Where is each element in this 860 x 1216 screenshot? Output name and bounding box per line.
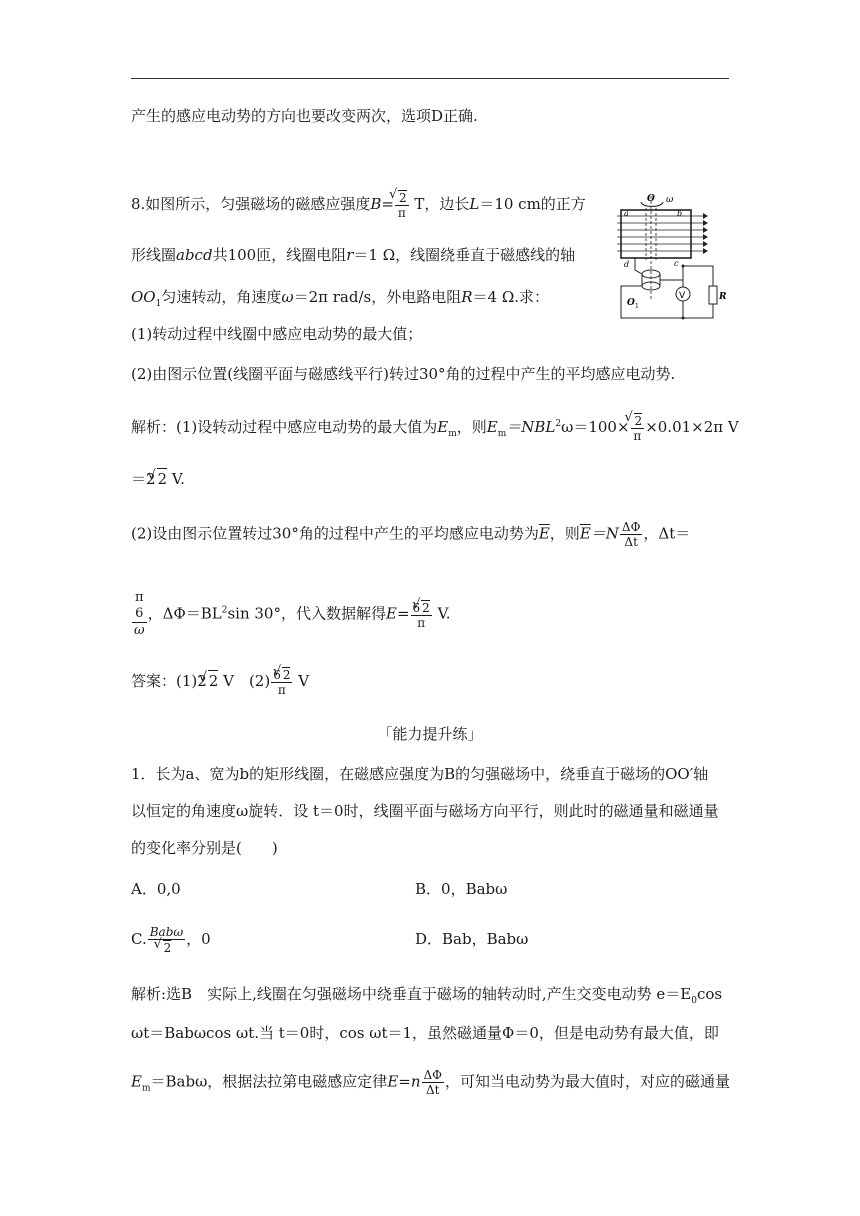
var-omega: ω — [281, 288, 294, 306]
solution-text: ，Δt＝ — [643, 524, 691, 543]
label-b: b — [677, 209, 683, 218]
fraction-6sqrt2-over-pi — [411, 600, 432, 630]
solution-text: ×0.01×2π V — [645, 418, 739, 436]
subscript: m — [448, 429, 457, 439]
q1-option-b: B．0，Babω — [415, 880, 508, 898]
sqrt-2: √ 2 — [398, 190, 407, 205]
solution-text: ＝2 — [131, 470, 156, 488]
pi: π — [277, 683, 286, 697]
resistor-icon — [709, 286, 717, 304]
equals: = — [381, 195, 394, 213]
arrowheads — [703, 213, 708, 254]
unit-T: T，边长 — [409, 195, 470, 213]
omega: ω — [134, 623, 145, 638]
q8-text: ＝1 Ω，线圈绕垂直于磁感线的轴 — [353, 246, 576, 264]
q1-option-a: A．0,0 — [131, 880, 181, 898]
fraction-babw-over-sqrt2 — [148, 925, 185, 955]
solution-text: 解析:选B 实际上,线圈在匀强磁场中绕垂直于磁场的轴转动时,产生交变电动势 e＝E — [131, 985, 692, 1003]
q1-solution-3 — [131, 1068, 730, 1099]
answer-text: V — [293, 672, 310, 690]
delta-t: Δt — [624, 535, 638, 549]
var-E: E — [387, 1072, 399, 1091]
q1-solution-2: ωt＝Babωcos ωt.当 t＝0时，cos ωt＝1，虽然磁通量Φ＝0，但是电动势有最大值，即 — [131, 1024, 719, 1042]
fraction-dphi-dt — [620, 520, 643, 549]
solution-text: ，ΔΦ＝BL — [147, 604, 222, 623]
pi: π — [135, 590, 144, 605]
fraction-dphi-dt — [422, 1068, 445, 1097]
equals: = — [396, 604, 410, 623]
pi: π — [417, 615, 426, 630]
label-V: V — [679, 291, 686, 301]
q8-text: 匀速转动，角速度 — [161, 288, 282, 306]
q8-line3 — [131, 287, 549, 314]
q8-solution-2 — [131, 520, 690, 549]
solution-text: ，则 — [549, 524, 580, 543]
var-R: R — [461, 288, 473, 306]
var-E: E — [385, 604, 397, 623]
coil-circuit-figure — [613, 190, 726, 320]
solution-text: ，可知当电动势为最大值时，对应的磁通量 — [445, 1072, 731, 1091]
q8-line2 — [131, 245, 575, 265]
section-title: 「能力提升练」 — [377, 725, 483, 743]
q1-solution-1 — [131, 984, 722, 1011]
babw: Babω — [149, 925, 184, 939]
var-E-bar: $\overline{E}$ — [579, 524, 591, 543]
paragraph-continuation: 产生的感应电动势的方向也要改变两次，选项D正确. — [131, 107, 478, 125]
pi: π — [633, 429, 642, 443]
q8-text: 共100匝，线圈电阻 — [212, 246, 347, 264]
fraction-sqrt2-over-pi — [631, 413, 645, 443]
label-O1: O — [627, 298, 635, 308]
solution-text: V. — [167, 470, 185, 488]
field-lines — [617, 216, 703, 251]
answer-text: V (2) — [218, 672, 271, 690]
q8-text: 形线圈 — [131, 246, 177, 264]
solution-text: ，则 — [456, 418, 487, 436]
option-text: ，0 — [186, 930, 211, 948]
sqrt-2: √ 2 — [421, 600, 430, 615]
q8-solution-1b — [131, 468, 185, 489]
subscript: 0 — [691, 996, 697, 1006]
solution-text: cos — [696, 985, 723, 1003]
q1-option-c — [131, 925, 211, 955]
subscript: m — [141, 1083, 151, 1094]
q8-line1 — [131, 190, 586, 220]
q8-text: ＝4 Ω.求： — [472, 288, 550, 306]
header-rule — [131, 78, 729, 79]
q1-line3: 的变化率分别是( ) — [131, 839, 278, 857]
label-c: c — [674, 259, 679, 268]
label-a: a — [624, 209, 629, 218]
fraction-sqrt2-over-pi — [395, 190, 409, 220]
sqrt-2: √ 2 — [282, 667, 291, 682]
sqrt-2: √ 2 — [634, 413, 643, 428]
q1-line1: 1．长为a、宽为b的矩形线圈，在磁感应强度为B的匀强磁场中，绕垂直于磁场的OO′轴 — [131, 765, 709, 783]
var-B: B — [370, 195, 382, 213]
solution-text: ＝N — [590, 524, 619, 543]
delta-phi: ΔΦ — [621, 520, 641, 534]
subscript: m — [497, 429, 507, 439]
solution-text: V. — [432, 604, 451, 623]
label-d: d — [624, 260, 630, 269]
solution-text: (2)设由图示位置转过30°角的过程中产生的平均感应电动势为 — [131, 524, 539, 543]
subscript: 1 — [155, 299, 162, 309]
var-E: E — [486, 418, 498, 436]
fraction-pi6-over-omega — [132, 590, 147, 639]
six: 6 — [412, 600, 421, 615]
sqrt-2: √ 2 — [163, 940, 172, 955]
var-E-bar: $\overline{E}$ — [538, 524, 550, 543]
delta-phi: ΔΦ — [423, 1068, 443, 1082]
outer-circuit — [621, 266, 713, 318]
solution-text: ω＝100× — [561, 418, 630, 436]
label-omega: ω — [666, 195, 674, 205]
q8-solution-1: 解析：(1)设转动过程中感应电动势的最大值为$E_m$，则$E_m=NBL^2\omega=100\times$ √ $\frac{2}{\pi}$ ×0.01×2π V — [131, 413, 739, 444]
fraction-6sqrt2-over-pi — [271, 667, 292, 697]
six: 6 — [132, 606, 147, 623]
q8-sub1: (1)转动过程中线圈中感应电动势的最大值； — [131, 325, 423, 343]
solution-text: 解析：(1)设转动过程中感应电动势的最大值为 — [131, 418, 438, 436]
q1-line2: 以恒定的角速度ω旋转．设 t＝0时，线圈平面与磁场方向平行，则此时的磁通量和磁通量 — [131, 802, 719, 820]
option-label: C. — [131, 930, 147, 948]
q8-text-b: ＝10 cm的正方 — [479, 195, 586, 213]
q8-text: ＝2π rad/s，外电路电阻 — [293, 288, 462, 306]
label-O: O — [647, 194, 655, 204]
sqrt-2: √ 2 — [157, 468, 168, 489]
answer-text: 答案：(1)2 — [131, 672, 207, 690]
sqrt-2: √ 2 — [208, 670, 219, 691]
solution-text: ＝NBL — [506, 418, 556, 436]
label-O1-sub: 1 — [635, 303, 639, 310]
q8-solution-3: π 6 ω ，$\Delta\Phi=BL^2\sin$ 30°，代入数据解得E= $\frac{6 √ 2}{\pi}$ V. — [131, 590, 451, 639]
var-r: r — [346, 246, 354, 264]
q8-text: 8.如图所示，匀强磁场的磁感应强度 — [131, 195, 371, 213]
var-L: L — [469, 195, 480, 213]
pi: π — [397, 206, 406, 220]
solution-text: ＝Babω，根据法拉第电磁感应定律 — [150, 1072, 388, 1091]
solution-text: sin 30°，代入数据解得 — [227, 604, 386, 623]
delta-t: Δt — [426, 1083, 440, 1097]
six: 6 — [273, 668, 281, 682]
var-E: E — [131, 1072, 142, 1091]
equals-n: =n — [398, 1072, 421, 1091]
q8-sub2: (2)由图示位置(线圈平面与磁感线平行)转过30°角的过程中产生的平均感应电动势. — [131, 365, 676, 383]
label-R: R — [719, 292, 726, 302]
var-OO: OO — [131, 288, 156, 306]
q1-option-d: D．Bab，Babω — [415, 930, 529, 948]
q8-answer — [131, 667, 309, 697]
var-abcd: abcd — [176, 246, 213, 264]
var-E: E — [437, 418, 449, 436]
